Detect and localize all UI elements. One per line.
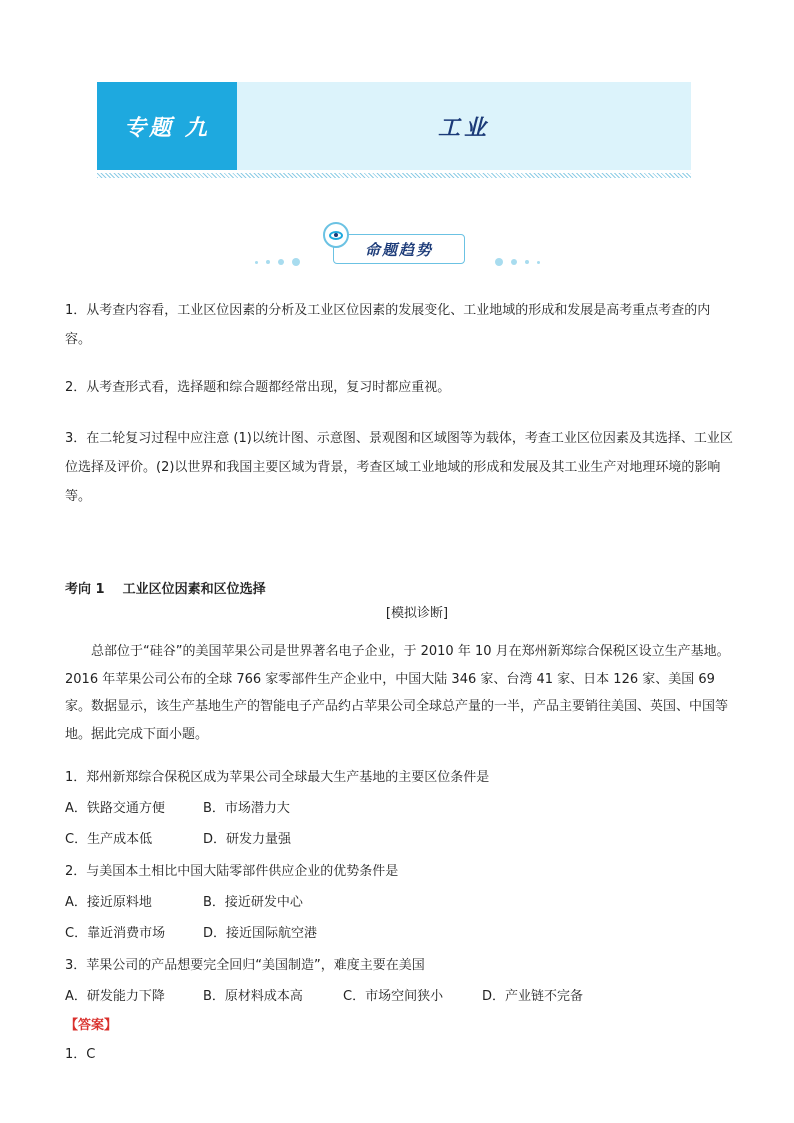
question-2-stem: 2．与美国本土相比中国大陆零部件供应企业的优势条件是: [65, 864, 399, 879]
trend-item-1: 1．从考查内容看，工业区位因素的分析及工业区位因素的发展变化、工业地域的形成和发展是高考重点考查的内容。: [65, 303, 711, 347]
question-1-options-row-1: [65, 797, 290, 816]
question-intro: 总部位于“硅谷”的美国苹果公司是世界著名电子企业，于 2010 年 10 月在郑州新郑综合保税区设立生产基地。2016 年苹果公司公布的全球 766 家零部件生产企业中，中国大陆 346 家、台湾 41 家、日本 126 家、美国 69 家。数据显示，该生产基地生产的智能电子产品约占苹果公司全球总产量的一半，产品主要销往美国、英国、中国等地。据此完成下面小题。: [65, 644, 730, 742]
dot: [278, 259, 284, 265]
dot: [495, 258, 503, 266]
option: A．铁路交通方便: [65, 801, 165, 816]
question-2-options-row-2: [65, 922, 317, 941]
chapter-banner: [97, 82, 691, 170]
dot: [511, 259, 517, 265]
option: C．生产成本低: [65, 832, 153, 847]
question-3-stem: 3．苹果公司的产品想要完全回归“美国制造”，难度主要在美国: [65, 958, 425, 973]
trend-item-2: 2．从考查形式看，选择题和综合题都经常出现，复习时都应重视。: [65, 380, 451, 395]
section-badge: [255, 222, 540, 272]
topic-heading: [65, 578, 266, 597]
option: C．市场空间狭小: [343, 989, 444, 1004]
option: B．接近研发中心: [203, 895, 303, 910]
question-3-options: [65, 985, 583, 1004]
option: B．原材料成本高: [203, 989, 303, 1004]
chapter-title: 工业: [437, 114, 490, 141]
dot: [266, 260, 270, 264]
question-1-stem: 1．郑州新郑综合保税区成为苹果公司全球最大生产基地的主要区位条件是: [65, 770, 490, 785]
option: A．接近原料地: [65, 895, 152, 910]
option: D．研发力量强: [203, 832, 292, 847]
answer-label: 【答案】: [65, 1018, 118, 1033]
option: D．接近国际航空港: [203, 926, 318, 941]
question-2-options-row-1: [65, 891, 303, 910]
option: D．产业链不完备: [482, 989, 584, 1004]
question-1-options-row-2: [65, 828, 291, 847]
eye-icon: [323, 222, 349, 248]
chapter-label-block: [97, 82, 237, 170]
section-badge-box: [333, 234, 465, 264]
decorative-dots-right: [495, 258, 540, 266]
topic-title: 工业区位因素和区位选择: [122, 582, 266, 597]
decorative-dots-left: [255, 258, 300, 266]
subheading: [模拟诊断]: [385, 606, 449, 621]
option: C．靠近消费市场: [65, 926, 166, 941]
option: B．市场潜力大: [203, 801, 290, 816]
topic-number: 考向 1: [65, 582, 105, 597]
dot: [255, 261, 258, 264]
trend-item-3: 3．在二轮复习过程中应注意 (1)以统计图、示意图、景观图和区域图等为载体，考查工业区位因素及其选择、工业区位选择及评价。(2)以世界和我国主要区域为背景，考查区域工业地域的形成和发展及其工业生产对地理环境的影响等。: [65, 431, 733, 504]
chapter-title-block: [237, 82, 691, 170]
answer-1: 1．C: [65, 1047, 96, 1062]
section-badge-title: 命题趋势: [364, 240, 433, 259]
dot: [525, 260, 529, 264]
option: A．研发能力下降: [65, 989, 165, 1004]
banner-divider: [97, 173, 691, 178]
dot: [537, 261, 540, 264]
chapter-label: 专题 九: [124, 114, 210, 141]
dot: [292, 258, 300, 266]
